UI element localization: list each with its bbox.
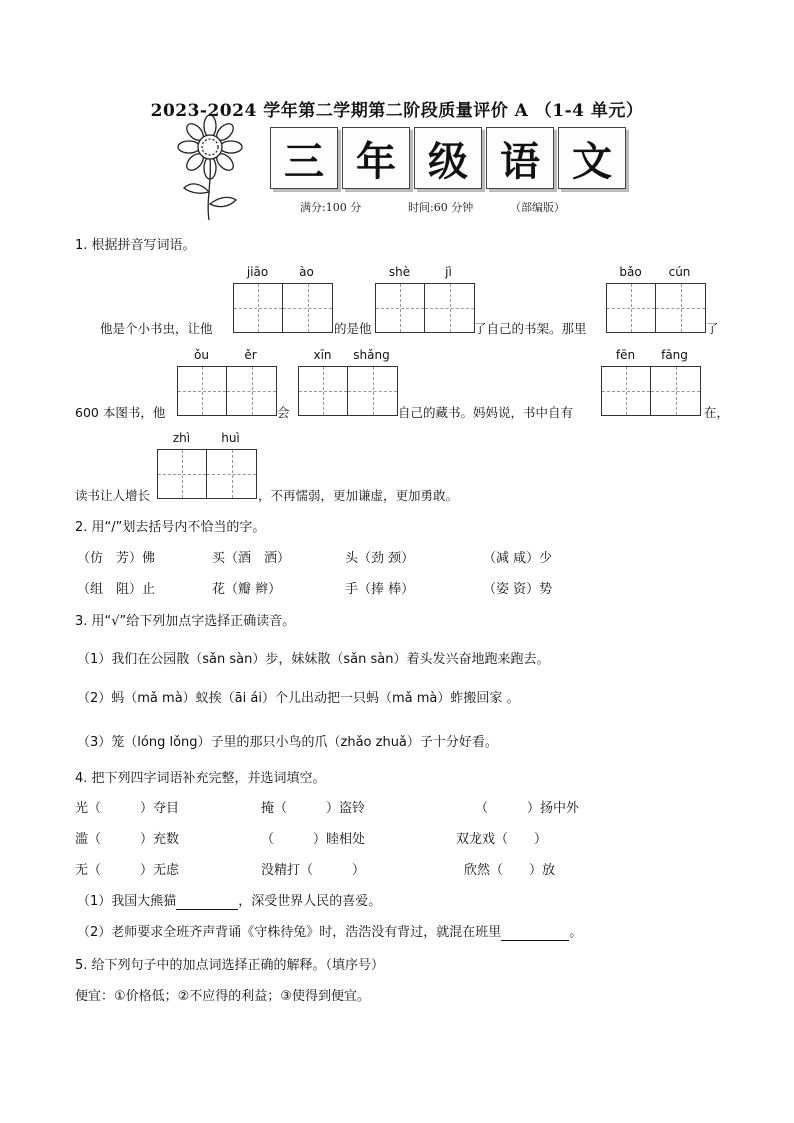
q3-item: （1）我们在公园散（sǎn sàn）步，妹妹散（sǎn sàn）着头发兴奋地跑来跑去。: [77, 652, 550, 667]
q2-item: （仿 芳）佛: [77, 551, 156, 566]
q1-text: 600 本图书，他: [75, 405, 166, 420]
pinyin: ǒu: [194, 348, 209, 362]
q2-item: 头（劲 颈）: [345, 551, 415, 566]
q2-item: 花（瓣 辫）: [212, 582, 282, 597]
writing-grid[interactable]: [606, 283, 706, 333]
pinyin: huì: [221, 431, 240, 445]
writing-grid[interactable]: [233, 283, 333, 333]
pinyin: zhì: [172, 431, 191, 445]
q2-item: 买（酒 洒）: [212, 551, 291, 566]
q4-fill-1: （1）我国大熊猫 ，深受世界人民的喜爱。: [77, 894, 382, 909]
q1-text: 了: [706, 321, 719, 336]
flower-illustration: [170, 110, 250, 222]
banner-char-1: 三: [270, 127, 338, 189]
pinyin: fēn: [615, 348, 636, 362]
q5-definition: 便宜：①价格低；②不应得的利益；③使得到便宜。: [75, 989, 370, 1004]
score-label: 满分:100 分: [300, 201, 362, 214]
answer-blank[interactable]: [176, 894, 238, 910]
time-label: 时间:60 分钟: [408, 201, 474, 214]
q1-heading: 1. 根据拼音写词语。: [75, 238, 196, 253]
banner-char-5: 文: [558, 127, 626, 189]
q4-fill-2: （2）老师要求全班齐声背诵《守株待兔》时，浩浩没有背过，就混在班里 。: [77, 925, 583, 940]
pinyin: shè: [388, 265, 411, 279]
q4-idiom: （ ）睦相处: [261, 832, 366, 847]
q1-text: 他是个小书虫，让他: [100, 321, 213, 336]
q1-text: 会: [277, 405, 290, 420]
q5-heading: 5. 给下列句子中的加点词选择正确的解释。（填序号）: [75, 958, 385, 973]
q2-item: （减 咸）少: [483, 551, 553, 566]
banner-char-4: 语: [486, 127, 554, 189]
writing-grid[interactable]: [157, 449, 257, 499]
q1-text: 自己的藏书。妈妈说，书中自有: [398, 405, 574, 420]
q1-text: 读书让人增长: [75, 488, 151, 503]
q3-item: （3）笼（lóng lǒng）子里的那只小鸟的爪（zhǎo zhuǎ）子十分好看。: [77, 735, 498, 750]
edition-label: （部编版）: [510, 201, 565, 214]
q2-item: （姿 资）势: [483, 582, 553, 597]
q4-idiom: 滥（ ）充数: [75, 832, 180, 847]
pinyin: ěr: [244, 348, 257, 362]
q4-idiom: 掩（ ）盗铃: [261, 801, 366, 816]
q2-heading: 2. 用“/”划去括号内不恰当的字。: [75, 520, 266, 535]
pinyin: jì: [445, 265, 452, 279]
writing-grid[interactable]: [177, 366, 277, 416]
q4-heading: 4. 把下列四字词语补充完整，并选词填空。: [75, 771, 326, 786]
page-title: 2023-2024 学年第二学期第二阶段质量评价 A （1-4 单元）: [150, 101, 644, 121]
q3-heading: 3. 用“√”给下列加点字选择正确读音。: [75, 614, 296, 629]
q4-idiom: 光（ ）夺目: [75, 801, 180, 816]
q4-idiom: 欣然（ ）放: [464, 863, 556, 878]
pinyin: shǎng: [353, 348, 390, 362]
pinyin: jiāo: [246, 265, 269, 279]
q1-text: ，不再懦弱，更加谦虚，更加勇敢。: [258, 488, 459, 503]
answer-blank[interactable]: [501, 925, 569, 941]
pinyin: xīn: [313, 348, 332, 362]
q1-text: 的是他: [334, 321, 372, 336]
q4-idiom: 无（ ）无虑: [75, 863, 180, 878]
writing-grid[interactable]: [298, 366, 398, 416]
banner-char-3: 级: [414, 127, 482, 189]
q2-item: （组 阻）止: [77, 582, 156, 597]
pinyin: bǎo: [619, 265, 642, 279]
q3-item: （2）蚂（mǎ mà）蚁挨（āi ái）个儿出动把一只蚂（mǎ mà）蚱搬回家 。: [77, 691, 520, 706]
q4-idiom: 没精打（ ）: [261, 863, 366, 878]
writing-grid[interactable]: [375, 283, 475, 333]
pinyin: fāng: [661, 348, 688, 362]
banner-char-2: 年: [342, 127, 410, 189]
pinyin: ào: [299, 265, 314, 279]
q4-idiom: 双龙戏（ ）: [456, 832, 548, 847]
writing-grid[interactable]: [601, 366, 701, 416]
q1-text: 了自己的书架。那里: [474, 321, 587, 336]
pinyin: cún: [668, 265, 691, 279]
q2-item: 手（捧 棒）: [345, 582, 415, 597]
q4-idiom: （ ）扬中外: [475, 801, 580, 816]
q1-text: 在，: [704, 405, 730, 420]
